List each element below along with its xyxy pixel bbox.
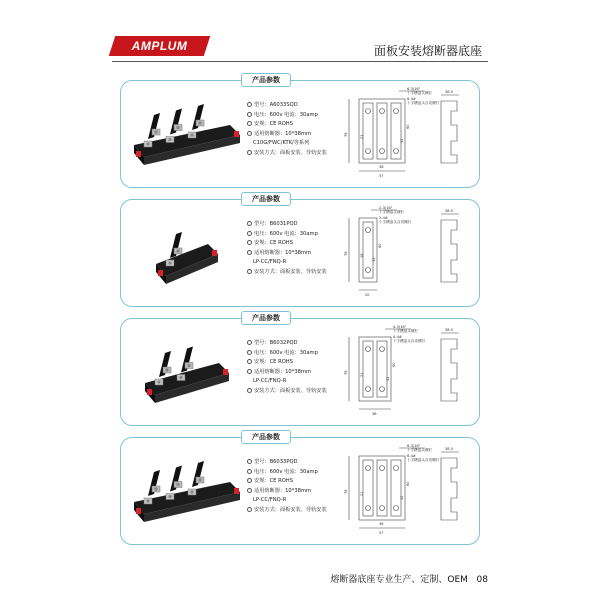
dim-note-top1: 十字槽盘头螺钉	[379, 210, 405, 214]
product-card	[120, 433, 480, 545]
spec-item	[247, 130, 327, 140]
spec-item	[247, 230, 327, 240]
pole-outline	[377, 460, 387, 516]
bullet-icon	[247, 350, 252, 355]
product-card	[120, 195, 480, 307]
card-tab-label: 产品参数	[241, 192, 291, 206]
product-card	[120, 76, 480, 188]
side-view-outline	[441, 101, 457, 163]
spec-item	[247, 387, 327, 397]
spec-item	[247, 487, 327, 497]
spec-text: 安装方式：面板安装、导轨安装	[254, 268, 327, 275]
bullet-icon	[247, 469, 252, 474]
pole-outline	[391, 103, 401, 159]
pole-outline	[391, 460, 401, 516]
technical-drawing	[339, 325, 475, 421]
bullet-icon	[247, 231, 252, 236]
dim-note-top1: 十字槽盘头螺钉	[393, 329, 419, 333]
bullet-icon	[247, 478, 252, 483]
bullet-icon	[247, 459, 252, 464]
side-view-outline	[441, 339, 457, 401]
bullet-icon	[247, 150, 252, 155]
card-tab-label: 产品参数	[241, 430, 291, 444]
dim-note-top1: 十字槽盘头螺钉	[407, 448, 433, 452]
dim-label-side: 38.5	[445, 209, 454, 213]
dim-label-bottom2: 38	[372, 412, 377, 416]
brand-logo	[109, 36, 210, 56]
pole-outline	[363, 460, 373, 516]
dim-label-height1: 78	[344, 132, 348, 137]
screw-outline	[380, 149, 385, 154]
page-title: 面板安装熔断器底座	[373, 44, 482, 58]
bullet-icon	[247, 507, 252, 512]
card-tab-label: 产品参数	[241, 73, 291, 87]
dim-label-height4: 21	[360, 491, 364, 496]
red-clip	[147, 389, 152, 395]
dim-note-top2: 十字槽盘头自攻螺钉	[393, 339, 426, 343]
dim-label-height4: 18	[360, 253, 364, 258]
bullet-icon	[247, 102, 252, 107]
spec-item	[247, 496, 327, 506]
dim-label-top2: 6-4#	[407, 454, 416, 458]
spec-text: 型号：B6031PQD	[254, 221, 298, 227]
dim-label-top2: 2-4#	[379, 216, 388, 220]
dim-label-height1: 78	[344, 370, 348, 375]
terminal-screw	[187, 364, 190, 367]
dim-label-bottom2: 57	[379, 531, 384, 535]
spec-text: C10G/FWC/KTK/等系列	[253, 140, 310, 147]
spec-item	[247, 239, 327, 249]
spec-text: 电压：600v 电流：30amp	[254, 349, 318, 356]
red-clip	[212, 250, 217, 256]
spec-item	[247, 249, 327, 259]
screw-outline	[366, 466, 371, 471]
red-clip	[223, 369, 228, 375]
dim-label-height2: 60	[378, 243, 382, 248]
terminal-screw	[176, 249, 179, 252]
spec-item	[247, 477, 327, 487]
spec-item	[247, 111, 327, 121]
spec-text: 安规：CE ROHS	[254, 121, 293, 128]
terminal-screw	[179, 376, 182, 379]
pole-outline	[363, 103, 373, 159]
dim-label-top1: 4-3/16"	[393, 325, 407, 329]
spec-list	[247, 220, 327, 278]
terminal-screw	[146, 499, 149, 502]
dim-label-bottom1: 38	[379, 165, 384, 169]
dim-label-height3: 32	[372, 257, 376, 262]
pole-outline	[377, 341, 387, 397]
spec-item	[247, 139, 327, 149]
terminal-screw	[168, 261, 171, 264]
screw-outline	[380, 109, 385, 114]
terminal-screw	[157, 380, 160, 383]
spec-text: 安规：CE ROHS	[254, 478, 293, 485]
spec-item	[247, 220, 327, 230]
header-divider	[112, 61, 488, 62]
technical-drawing	[339, 206, 475, 302]
dim-label-bottom1: 38	[379, 522, 384, 526]
pole-outline	[377, 103, 387, 159]
screw-outline	[380, 387, 385, 392]
product-photo	[131, 333, 241, 413]
red-clip	[136, 151, 141, 157]
dim-label-top2: 4-4#	[393, 335, 402, 339]
spec-list	[247, 101, 327, 159]
pole-outline	[363, 222, 373, 278]
dim-label-bottom2: 57	[379, 174, 384, 178]
bullet-icon	[247, 488, 252, 493]
dim-note-top1: 十字槽盘头螺钉	[407, 91, 433, 95]
dim-label-height3: 32	[386, 376, 390, 381]
product-card	[120, 314, 480, 426]
screw-outline	[380, 506, 385, 511]
footer-tagline: 熔断器底座专业生产、定制、OEM	[330, 575, 468, 585]
spec-item	[247, 101, 327, 111]
spec-text: 适用熔断器：10*38mm	[254, 487, 312, 494]
red-clip	[234, 131, 239, 137]
bullet-icon	[247, 369, 252, 374]
screw-outline	[366, 149, 371, 154]
terminal-screw	[176, 483, 179, 486]
terminal-screw	[168, 138, 171, 141]
dim-label-height3: 32	[400, 495, 404, 500]
terminal-screw	[146, 142, 149, 145]
screw-outline	[366, 268, 371, 273]
red-clip	[234, 488, 239, 494]
bullet-icon	[247, 388, 252, 393]
bullet-icon	[247, 359, 252, 364]
dim-note-top2: 十字槽盘头自攻螺钉	[407, 101, 440, 105]
terminal-screw	[154, 130, 157, 133]
brand-logo-text: AMPLUM	[131, 39, 188, 53]
product-photo	[131, 95, 241, 175]
screw-outline	[380, 347, 385, 352]
dim-label-top1: 6-3/16"	[407, 444, 421, 448]
spec-item	[247, 339, 327, 349]
dim-label-height3: 32	[400, 138, 404, 143]
dim-label-top1: 2-3/16"	[379, 206, 393, 210]
dim-label-top1: 6-3/16"	[407, 87, 421, 91]
dim-label-height1: 78	[344, 251, 348, 256]
spec-item	[247, 458, 327, 468]
page-number: 08	[476, 575, 488, 585]
screw-outline	[394, 149, 399, 154]
spec-text: 安规：CE ROHS	[254, 240, 293, 247]
spec-text: 安装方式：面板安装、导轨安装	[254, 149, 327, 156]
dim-label-side: 38.5	[445, 90, 454, 94]
page-footer	[330, 572, 488, 585]
dim-label-side: 38.5	[445, 447, 454, 451]
bullet-icon	[247, 269, 252, 274]
spec-item	[247, 506, 327, 516]
spec-item	[247, 149, 327, 159]
bullet-icon	[247, 131, 252, 136]
terminal-screw	[154, 487, 157, 490]
bullet-icon	[247, 121, 252, 126]
spec-text: 安装方式：面板安装、导轨安装	[254, 387, 327, 394]
spec-text: 适用熔断器：10*38mm	[254, 249, 312, 256]
spec-text: 适用熔断器：10*38mm	[254, 130, 312, 137]
screw-outline	[366, 506, 371, 511]
technical-drawing	[339, 444, 475, 540]
terminal-screw	[190, 490, 193, 493]
spec-text: LP-CC/FNQ-R	[253, 259, 287, 266]
dim-label-height4: 21	[360, 134, 364, 139]
spec-item	[247, 120, 327, 130]
red-clip	[158, 270, 163, 276]
card-tab-label: 产品参数	[241, 311, 291, 325]
spec-text: 型号：B6032PQD	[254, 340, 298, 346]
terminal-screw	[176, 126, 179, 129]
spec-item	[247, 368, 327, 378]
spec-text: 安装方式：面板安装、导轨安装	[254, 506, 327, 513]
spec-text: 电压：600v 电流：30amp	[254, 111, 318, 118]
bullet-icon	[247, 112, 252, 117]
dim-label-top2: 6-4#	[407, 97, 416, 101]
spec-item	[247, 349, 327, 359]
dim-label-height4: 21	[360, 372, 364, 377]
front-view-outline	[359, 337, 391, 401]
terminal-screw	[198, 478, 201, 481]
technical-drawing	[339, 87, 475, 183]
spec-item	[247, 377, 327, 387]
dim-label-side: 38.5	[445, 328, 454, 332]
screw-outline	[394, 466, 399, 471]
spec-text: 型号：B6033PQD	[254, 459, 298, 465]
spec-text: 安规：CE ROHS	[254, 359, 293, 366]
dim-label-height2: 60	[406, 124, 410, 129]
bullet-icon	[247, 221, 252, 226]
pole-outline	[363, 341, 373, 397]
bullet-icon	[247, 250, 252, 255]
product-photo	[131, 214, 241, 294]
red-clip	[136, 508, 141, 514]
spec-item	[247, 358, 327, 368]
spec-list	[247, 339, 327, 397]
screw-outline	[366, 109, 371, 114]
screw-outline	[366, 387, 371, 392]
dim-label-height1: 78	[344, 489, 348, 494]
dim-note-top2: 十字槽盘头自攻螺钉	[407, 458, 440, 462]
spec-item	[247, 268, 327, 278]
bullet-icon	[247, 340, 252, 345]
dim-note-top2: 十字槽盘头自攻螺钉	[379, 220, 412, 224]
screw-outline	[380, 466, 385, 471]
spec-text: 电压：600v 电流：30amp	[254, 468, 318, 475]
spec-text: LP-CC/FNQ-R	[253, 378, 287, 385]
dim-label-height2: 60	[406, 481, 410, 486]
dim-label-bottom2: 20	[365, 293, 370, 297]
spec-list	[247, 458, 327, 516]
spec-text: 型号：A6033SQD	[254, 102, 298, 108]
screw-outline	[366, 347, 371, 352]
terminal-screw	[165, 368, 168, 371]
screw-outline	[366, 228, 371, 233]
screw-outline	[394, 506, 399, 511]
terminal-screw	[190, 133, 193, 136]
product-photo	[131, 452, 241, 532]
spec-item	[247, 258, 327, 268]
side-view-outline	[441, 220, 457, 282]
side-view-outline	[441, 458, 457, 520]
spec-text: LP-CC/FNQ-R	[253, 497, 287, 504]
terminal-screw	[198, 121, 201, 124]
spec-text: 电压：600v 电流：30amp	[254, 230, 318, 237]
dim-label-height2: 60	[392, 362, 396, 367]
screw-outline	[394, 109, 399, 114]
spec-item	[247, 468, 327, 478]
spec-text: 适用熔断器：10*38mm	[254, 368, 312, 375]
bullet-icon	[247, 240, 252, 245]
terminal-screw	[168, 495, 171, 498]
